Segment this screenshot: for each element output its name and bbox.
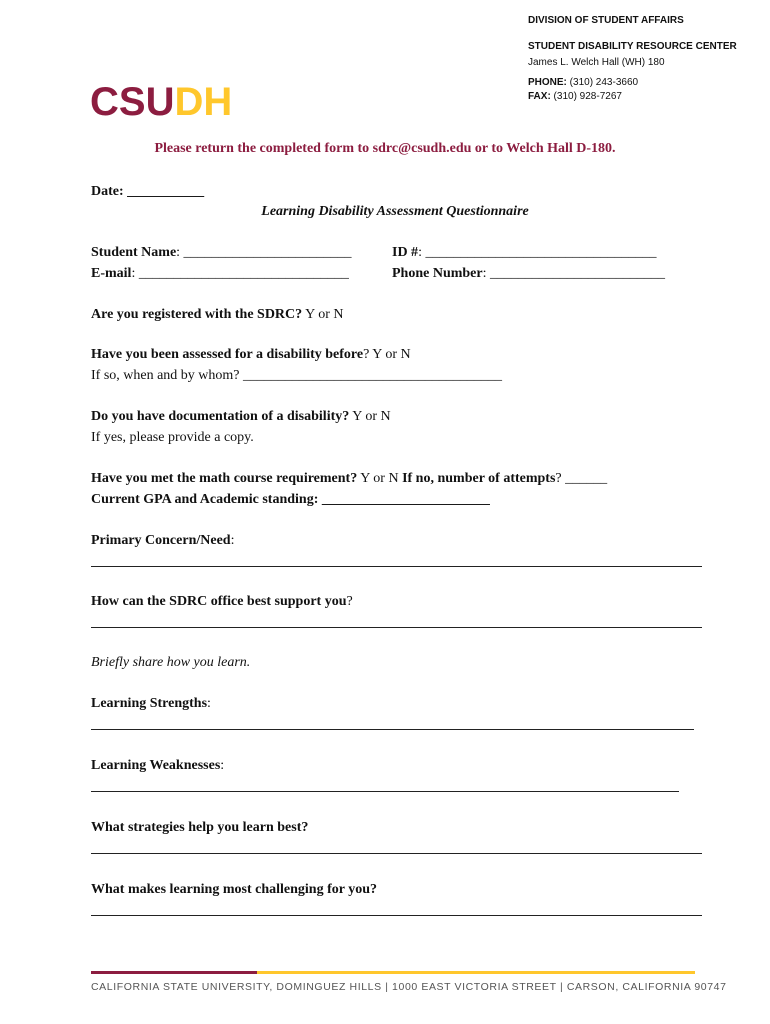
date-field[interactable]: Date: ___________ xyxy=(91,184,205,199)
question-assessed[interactable]: Have you been assessed for a disability before? Y or N xyxy=(91,347,411,362)
strengths-label: Learning Strengths: xyxy=(91,696,211,711)
footer-bar-maroon xyxy=(91,971,257,974)
strengths-line[interactable] xyxy=(91,729,694,730)
form-title: Learning Disability Assessment Questionnaire xyxy=(261,204,529,219)
student-name-field[interactable]: Student Name: ________________________ xyxy=(91,245,352,260)
center-name: STUDENT DISABILITY RESOURCE CENTER xyxy=(528,41,737,52)
contact-block xyxy=(528,14,737,104)
return-notice: Please return the completed form to sdrc@csudh.edu or to Welch Hall D-180. xyxy=(154,141,616,156)
question-registered[interactable]: Are you registered with the SDRC? Y or N xyxy=(91,307,344,322)
share-heading: Briefly share how you learn. xyxy=(91,655,251,670)
primary-concern-line[interactable] xyxy=(91,566,702,567)
documentation-followup: If yes, please provide a copy. xyxy=(91,430,254,445)
question-documentation[interactable]: Do you have documentation of a disability? Y or N xyxy=(91,409,391,424)
gpa-field[interactable]: Current GPA and Academic standing: ________________________ xyxy=(91,492,490,507)
strategies-label: What strategies help you learn best? xyxy=(91,820,309,835)
csudh-logo: CSUDH xyxy=(90,80,233,124)
email-field[interactable]: E-mail: ______________________________ xyxy=(91,266,349,281)
id-field[interactable]: ID #: _________________________________ xyxy=(392,245,657,260)
fax-line: FAX: (310) 928-7267 xyxy=(528,91,622,102)
primary-concern-label: Primary Concern/Need: xyxy=(91,533,235,548)
support-line[interactable] xyxy=(91,627,702,628)
footer-address: CALIFORNIA STATE UNIVERSITY, DOMINGUEZ HILLS | 1000 EAST VICTORIA STREET | CARSON, CALIFORNIA 90747 xyxy=(91,981,727,993)
weaknesses-line[interactable] xyxy=(91,791,679,792)
phone-line: PHONE: (310) 243-3660 xyxy=(528,77,639,88)
footer-bar-gold xyxy=(257,971,695,974)
office-address: James L. Welch Hall (WH) 180 xyxy=(528,57,665,68)
challenging-label: What makes learning most challenging for you? xyxy=(91,882,377,897)
weaknesses-label: Learning Weaknesses: xyxy=(91,758,225,773)
support-label: How can the SDRC office best support you? xyxy=(91,594,353,609)
assessed-followup[interactable]: If so, when and by whom? _____________________________________ xyxy=(91,368,503,383)
challenging-line[interactable] xyxy=(91,915,702,916)
division-name: DIVISION OF STUDENT AFFAIRS xyxy=(528,15,684,26)
question-math[interactable]: Have you met the math course requirement? Y or N If no, number of attempts? ______ xyxy=(91,471,608,486)
strategies-line[interactable] xyxy=(91,853,702,854)
phone-number-field[interactable]: Phone Number: _________________________ xyxy=(392,266,666,281)
